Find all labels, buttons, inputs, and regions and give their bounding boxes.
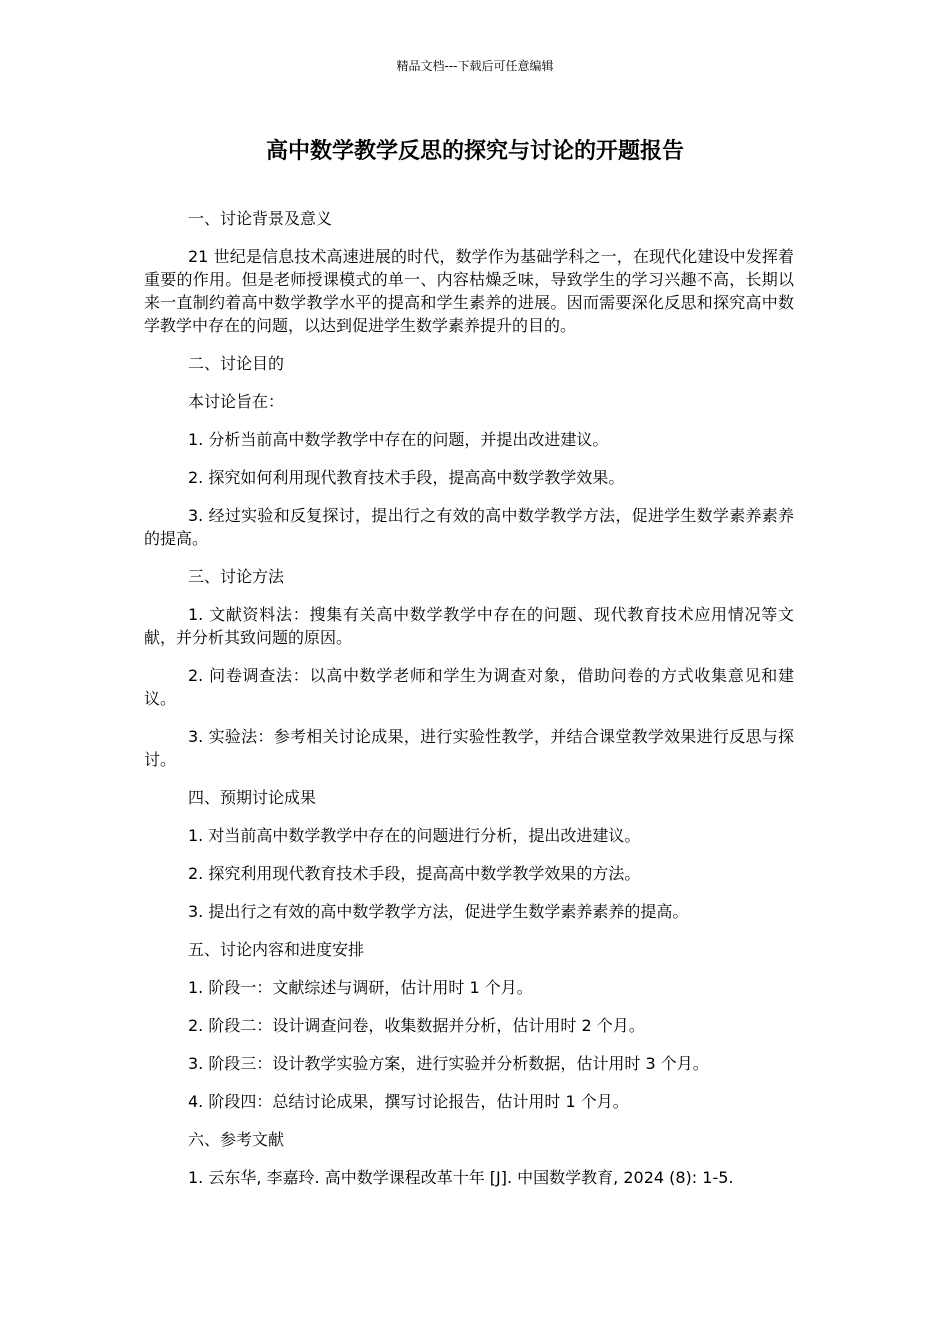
- header-note: 精品文档---下载后可任意编辑: [396, 59, 554, 73]
- schedule-item: 1. 阶段一：文献综述与调研，估计用时 1 个月。: [188, 978, 533, 997]
- paragraph-purpose-intro: 本讨论旨在：: [188, 392, 285, 411]
- section-heading-methods: 三、讨论方法: [188, 567, 285, 586]
- section-heading-background: 一、讨论背景及意义: [188, 209, 333, 228]
- schedule-item: 2. 阶段二：设计调查问卷，收集数据并分析，估计用时 2 个月。: [188, 1016, 645, 1035]
- section-heading-outcomes: 四、预期讨论成果: [188, 788, 317, 807]
- schedule-item: 4. 阶段四：总结讨论成果，撰写讨论报告，估计用时 1 个月。: [188, 1092, 629, 1111]
- purpose-item: 2. 探究如何利用现代教育技术手段，提高高中数学教学效果。: [188, 468, 625, 487]
- section-heading-references: 六、参考文献: [188, 1130, 285, 1149]
- section-heading-purpose: 二、讨论目的: [188, 354, 285, 373]
- outcome-item: 2. 探究利用现代教育技术手段，提高高中数学教学效果的方法。: [188, 864, 641, 883]
- purpose-item: 1. 分析当前高中数学教学中存在的问题，并提出改进建议。: [188, 430, 609, 449]
- method-item: 2. 问卷调查法：以高中数学老师和学生为调查对象，借助问卷的方式收集意见和建议。: [144, 666, 794, 708]
- purpose-item: 3. 经过实验和反复探讨，提出行之有效的高中数学教学方法，促进学生数学素养素养的提高。: [144, 506, 794, 548]
- outcome-item: 1. 对当前高中数学教学中存在的问题进行分析，提出改进建议。: [188, 826, 641, 845]
- document-title: 高中数学教学反思的探究与讨论的开题报告: [265, 139, 684, 164]
- method-item: 1. 文献资料法：搜集有关高中数学教学中存在的问题、现代教育技术应用情况等文献，并分析其致问题的原因。: [144, 605, 794, 647]
- paragraph-background: 21 世纪是信息技术高速进展的时代，数学作为基础学科之一，在现代化建设中发挥着重要的作用。但是老师授课模式的单一、内容枯燥乏味，导致学生的学习兴趣不高，长期以来一直制约着高中数学教学水平的提高和学生素养的进展。因而需要深化反思和探究高中数学教学中存在的问题，以达到促进学生数学素养提升的目的。: [144, 247, 794, 335]
- document-body: [144, 207, 794, 1204]
- section-heading-schedule: 五、讨论内容和进度安排: [188, 940, 365, 959]
- outcome-item: 3. 提出行之有效的高中数学教学方法，促进学生数学素养素养的提高。: [188, 902, 689, 921]
- schedule-item: 3. 阶段三：设计教学实验方案，进行实验并分析数据，估计用时 3 个月。: [188, 1054, 709, 1073]
- method-item: 3. 实验法：参考相关讨论成果，进行实验性教学，并结合课堂教学效果进行反思与探讨。: [144, 727, 794, 769]
- reference-item: 1. 云东华, 李嘉玲. 高中数学课程改革十年 [J]. 中国数学教育, 2024 (8): 1-5.: [188, 1168, 734, 1187]
